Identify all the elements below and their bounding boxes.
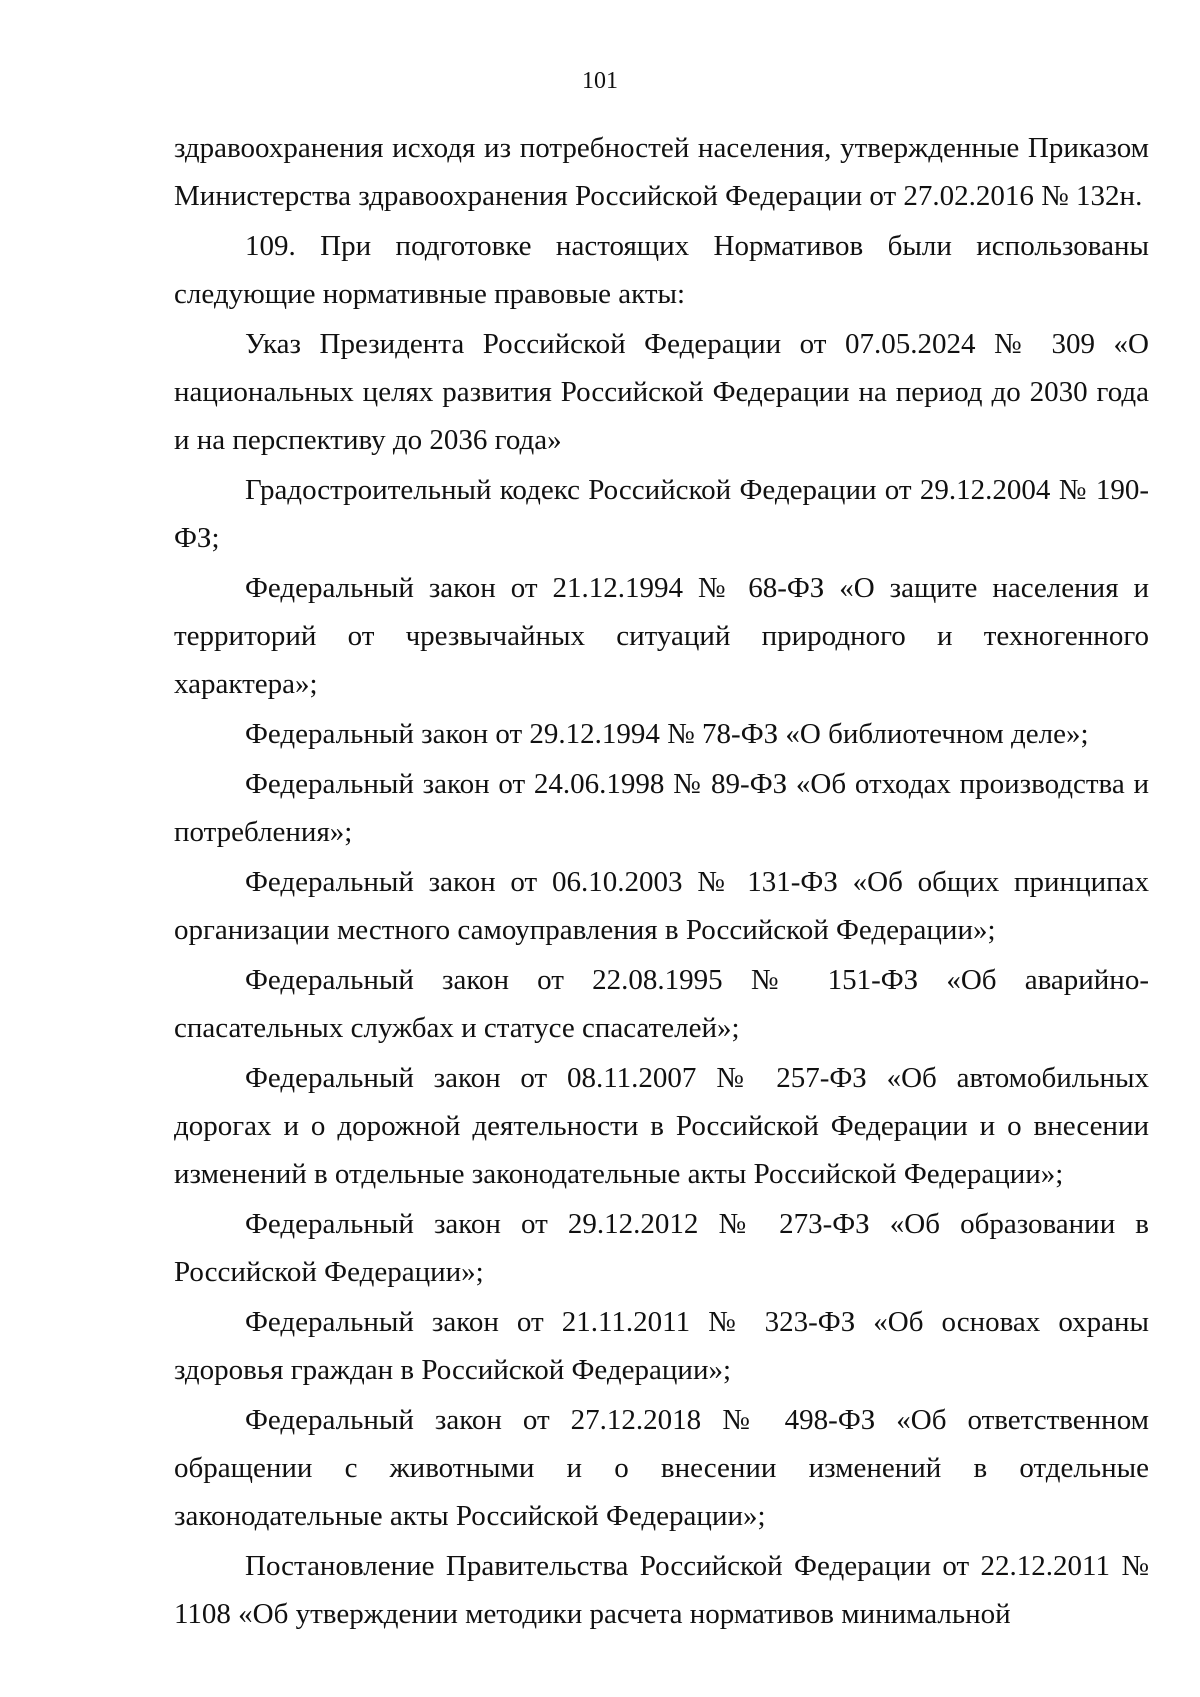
paragraph-act-law-498: Федеральный закон от 27.12.2018 № 498-ФЗ «Об ответственном обращении с животными и о внесении изменений в отдельные законодательные акты Российской Федерации»; <box>174 1404 1149 1532</box>
paragraph-act-law-257: Федеральный закон от 08.11.2007 № 257-ФЗ «Об автомобильных дорогах и о дорожной деятельности в Российской Федерации и о внесении изменений в отдельные законодательные акты Российской Федерации»; <box>174 1062 1149 1190</box>
page-number: 101 <box>582 68 618 94</box>
paragraph-act-law-68: Федеральный закон от 21.12.1994 № 68-ФЗ «О защите населения и территорий от чрезвычайных ситуаций природного и техногенного характера»; <box>174 572 1149 700</box>
paragraph-act-decree-309: Указ Президента Российской Федерации от 07.05.2024 № 309 «О национальных целях развития Российской Федерации на период до 2030 года и на перспективу до 2036 года» <box>174 328 1149 456</box>
paragraph-act-law-323: Федеральный закон от 21.11.2011 № 323-ФЗ «Об основах охраны здоровья граждан в Российской Федерации»; <box>174 1306 1149 1386</box>
document-body <box>174 124 1149 1640</box>
paragraph-act-law-89: Федеральный закон от 24.06.1998 № 89-ФЗ «Об отходах производства и потребления»; <box>174 768 1149 848</box>
paragraph-act-law-78: Федеральный закон от 29.12.1994 № 78-ФЗ «О библиотечном деле»; <box>245 718 1089 750</box>
paragraph-act-urban-code: Градостроительный кодекс Российской Федерации от 29.12.2004 № 190-ФЗ; <box>174 474 1149 554</box>
paragraph-act-law-151: Федеральный закон от 22.08.1995 № 151-ФЗ «Об аварийно-спасательных службах и статусе спасателей»; <box>174 964 1149 1044</box>
paragraph-act-resolution-1108: Постановление Правительства Российской Федерации от 22.12.2011 № 1108 «Об утверждении методики расчета нормативов минимальной <box>174 1550 1149 1630</box>
paragraph-continuation: здравоохранения исходя из потребностей населения, утвержденные Приказом Министерства здравоохранения Российской Федерации от 27.02.2016 № 132н. <box>174 132 1149 212</box>
paragraph-act-law-273: Федеральный закон от 29.12.2012 № 273-ФЗ «Об образовании в Российской Федерации»; <box>174 1208 1149 1288</box>
paragraph-item-109: 109. При подготовке настоящих Нормативов были использованы следующие нормативные правовые акты: <box>174 230 1149 310</box>
paragraph-act-law-131: Федеральный закон от 06.10.2003 № 131-ФЗ «Об общих принципах организации местного самоуправления в Российской Федерации»; <box>174 866 1149 946</box>
